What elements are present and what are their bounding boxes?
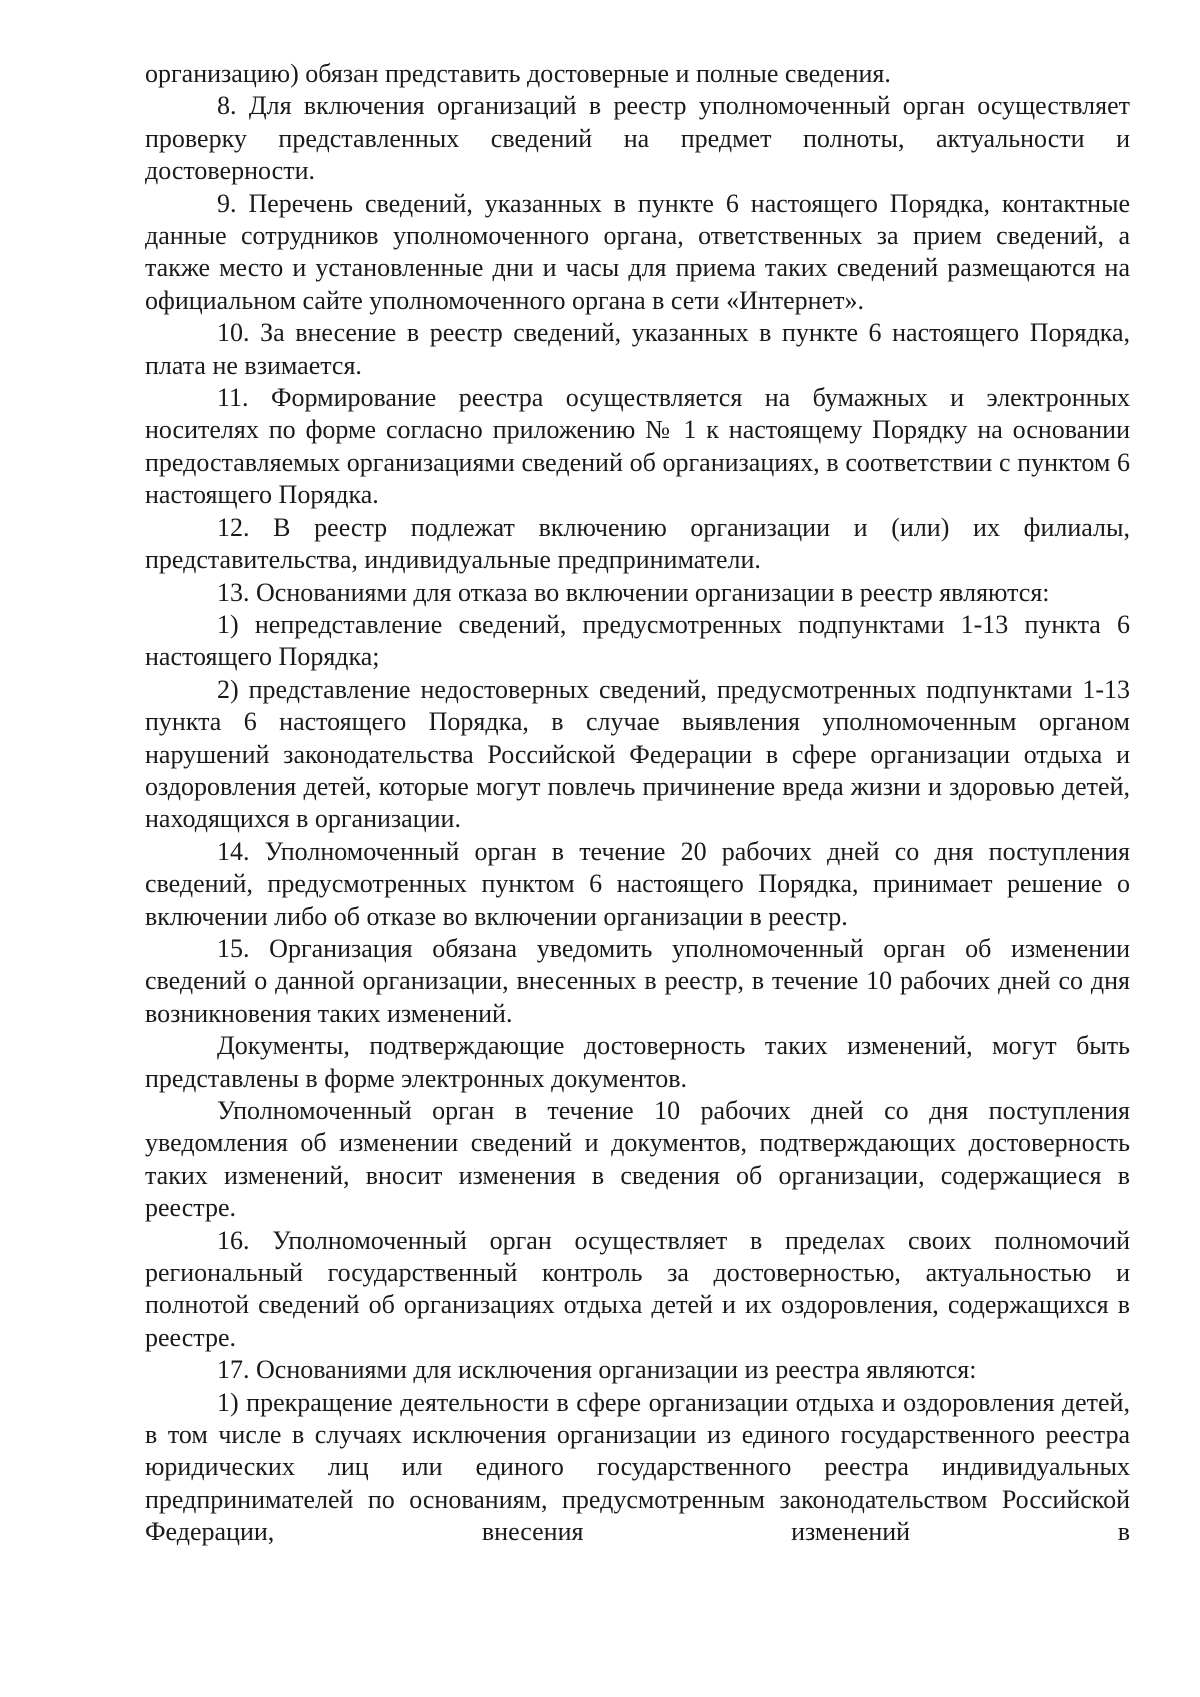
paragraph-15-authority: Уполномоченный орган в течение 10 рабочих дней со дня поступления уведомления об изменении сведений и документов, подтверждающих достоверность таких изменений, вносит изменения в сведения об организации, содержащиеся в реестре. <box>145 1096 1130 1223</box>
paragraph-9: 9. Перечень сведений, указанных в пункте 6 настоящего Порядка, контактные данные сотрудников уполномоченного органа, ответственных за прием сведений, а также место и установленные дни и часы для приема таких сведений размещаются на официальном сайте уполномоченного органа в сети «Интернет». <box>145 188 1130 315</box>
paragraph-13-item-1: 1) непредставление сведений, предусмотренных подпунктами 1-13 пункта 6 настоящего Порядка; <box>145 609 1130 672</box>
paragraph-13-item-2: 2) представление недостоверных сведений, предусмотренных подпунктами 1-13 пункта 6 настоящего Порядка, в случае выявления уполномоченным органом нарушений законодательства Российской Федерации в сфере организации отдыха и оздоровления детей, которые могут повлечь причинение вреда жизни и здоровью детей, находящихся в организации. <box>145 674 1130 834</box>
paragraph-14: 14. Уполномоченный орган в течение 20 рабочих дней со дня поступления сведений, предусмотренных пунктом 6 настоящего Порядка, принимает решение о включении либо об отказе во включении организации в реестр. <box>145 836 1130 931</box>
paragraph-10: 10. За внесение в реестр сведений, указанных в пункте 6 настоящего Порядка, плата не взимается. <box>145 318 1130 380</box>
document-body <box>145 58 1130 1549</box>
paragraph-17-item-1: 1) прекращение деятельности в сфере организации отдыха и оздоровления детей, в том числе в случаях исключения организации из единого государственного реестра юридических лиц или единого государственного реестра индивидуальных предпринимателей по основаниям, предусмотренным законодательством Российской Федерации, внесения изменений в <box>145 1387 1130 1547</box>
paragraph-8: 8. Для включения организаций в реестр уполномоченный орган осуществляет проверку представленных сведений на предмет полноты, актуальности и достоверности. <box>145 91 1130 186</box>
paragraph-continuation: организацию) обязан представить достоверные и полные сведения. <box>145 59 891 88</box>
paragraph-11: 11. Формирование реестра осуществляется на бумажных и электронных носителях по форме согласно приложению № 1 к настоящему Порядку на основании предоставляемых организациями сведений об организациях, в соответствии с пунктом 6 настоящего Порядка. <box>145 383 1130 510</box>
paragraph-12: 12. В реестр подлежат включению организации и (или) их филиалы, представительства, индивидуальные предприниматели. <box>145 512 1130 575</box>
paragraph-15-documents: Документы, подтверждающие достоверность таких изменений, могут быть представлены в форме электронных документов. <box>145 1031 1130 1093</box>
paragraph-15: 15. Организация обязана уведомить уполномоченный орган об изменении сведений о данной организации, внесенных в реестр, в течение 10 рабочих дней со дня возникновения таких изменений. <box>145 933 1130 1028</box>
paragraph-17: 17. Основаниями для исключения организации из реестра являются: <box>217 1355 977 1385</box>
paragraph-13: 13. Основаниями для отказа во включении организации в реестр являются: <box>217 577 1050 607</box>
paragraph-16: 16. Уполномоченный орган осуществляет в пределах своих полномочий региональный государственный контроль за достоверностью, актуальностью и полнотой сведений об организациях отдыха детей и их оздоровления, содержащихся в реестре. <box>145 1225 1130 1352</box>
